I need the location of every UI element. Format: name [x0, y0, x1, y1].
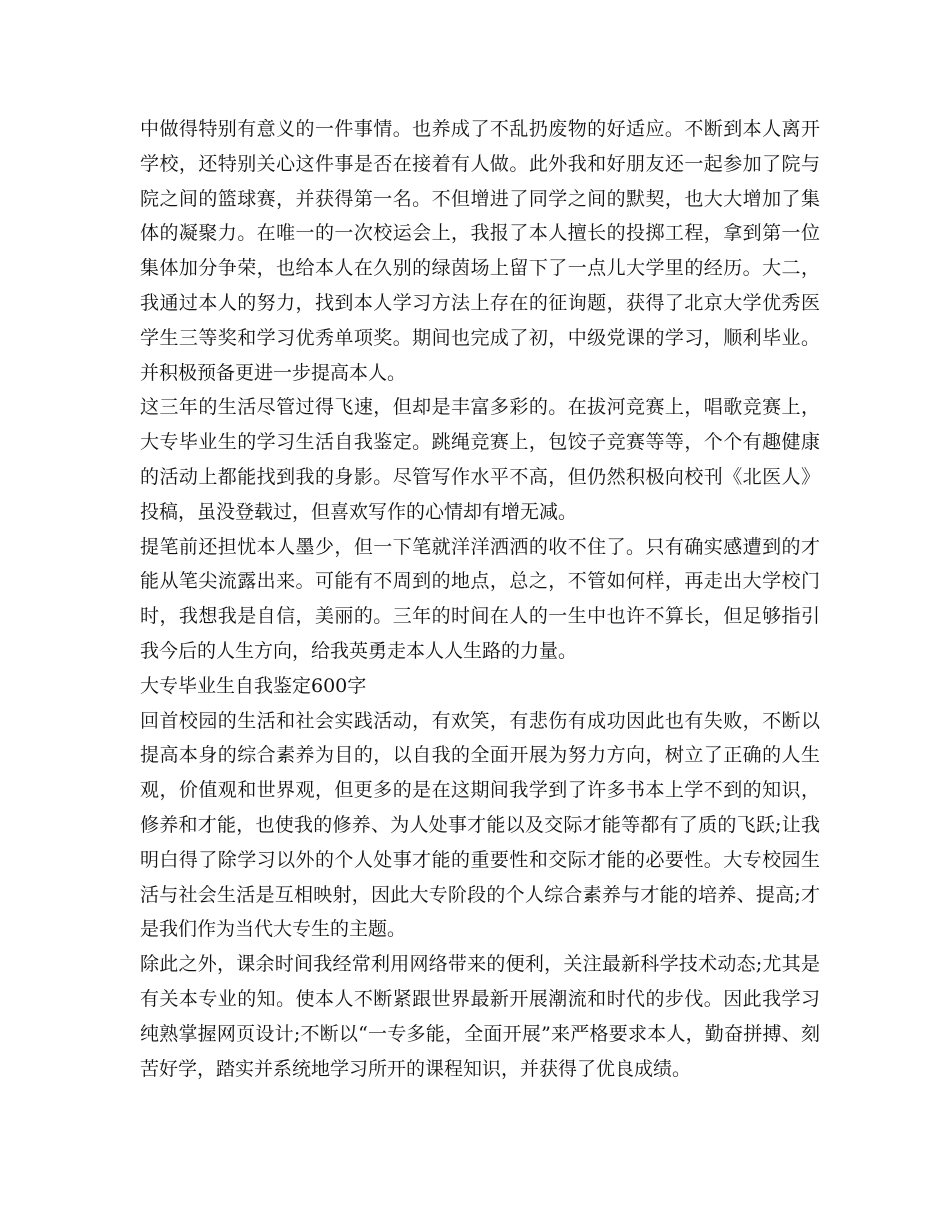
- paragraph-3: 提笔前还担忧本人墨少，但一下笔就洋洋洒洒的收不住了。只有确实感遭到的才能从笔尖流露出来。可能有不周到的地点，总之，不管如何样，再走出大学校门时，我想我是自信，美丽的。三年的时间在人的一生中也许不算长，但足够指引我今后的人生方向，给我英勇走本人人生路的力量。: [140, 535, 820, 662]
- section-heading: 大专毕业生自我鉴定600字: [140, 674, 367, 697]
- section-paragraph-1: 回首校园的生活和社会实践活动，有欢笑，有悲伤有成功因此也有失败，不断以提高本身的综合素养为目的，以自我的全面开展为努力方向，树立了正确的人生观，价值观和世界观，但更多的是在这期间我学到了许多书本上学不到的知识，修养和才能，也使我的修养、为人处事才能以及交际才能等都有了质的飞跃;让我明白得了除学习以外的个人处事才能的重要性和交际才能的必要性。大专校园生活与社会生活是互相映射，因此大专阶段的个人综合素养与才能的培养、提高;才是我们作为当代大专生的主题。: [140, 709, 820, 941]
- paragraph-2: 这三年的生活尽管过得飞速，但却是丰富多彩的。在拔河竞赛上，唱歌竞赛上，大专毕业生的学习生活自我鉴定。跳绳竞赛上，包饺子竞赛等等，个个有趣健康的活动上都能找到我的身影。尽管写作水平不高，但仍然积极向校刊《北医人》投稿，虽没登载过，但喜欢写作的心情却有增无减。: [140, 396, 820, 523]
- section-paragraph-2: 除此之外，课余时间我经常利用网络带来的便利，关注最新科学技术动态;尤其是有关本专业的知。使本人不断紧跟世界最新开展潮流和时代的步伐。因此我学习纯熟掌握网页设计;不断以“一专多能，全面开展”来严格要求本人，勤奋拼搏、刻苦好学，踏实并系统地学习所开的课程知识，并获得了优良成绩。: [140, 953, 820, 1080]
- document-body: [140, 112, 820, 1086]
- paragraph-1: 中做得特别有意义的一件事情。也养成了不乱扔废物的好适应。不断到本人离开学校，还特别关心这件事是否在接着有人做。此外我和好朋友还一起参加了院与院之间的篮球赛，并获得第一名。不但增进了同学之间的默契，也大大增加了集体的凝聚力。在唯一的一次校运会上，我报了本人擅长的投掷工程，拿到第一位集体加分争荣，也给本人在久别的绿茵场上留下了一点儿大学里的经历。大二，我通过本人的努力，找到本人学习方法上存在的征询题，获得了北京大学优秀医学生三等奖和学习优秀单项奖。期间也完成了初，中级党课的学习，顺利毕业。并积极预备更进一步提高本人。: [140, 118, 820, 384]
